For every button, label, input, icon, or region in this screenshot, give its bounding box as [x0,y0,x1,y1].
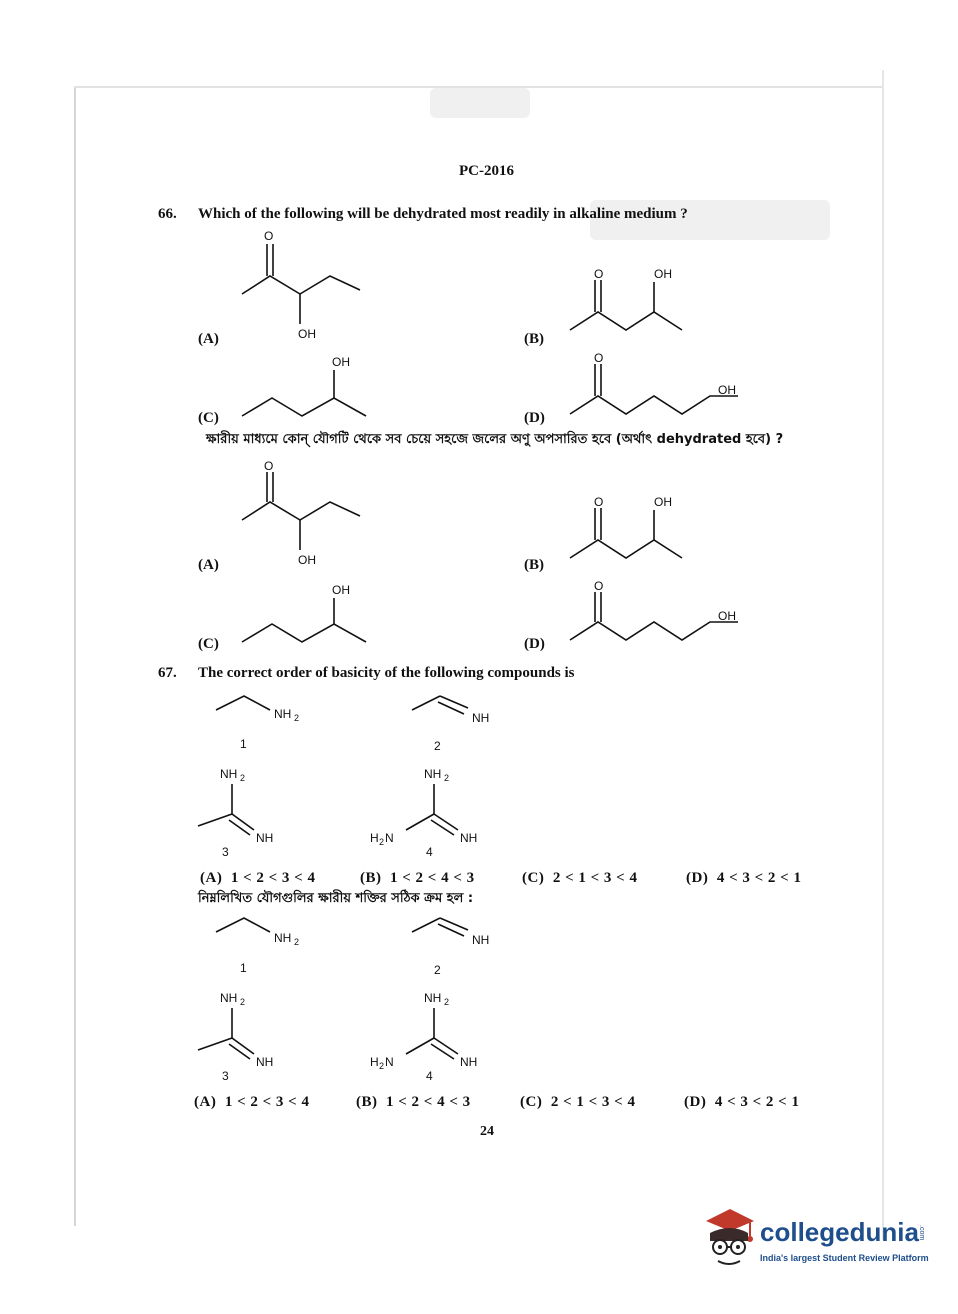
compound-3 [196,764,306,859]
svg-text:OH: OH [298,553,316,567]
svg-text:O: O [594,579,604,593]
svg-text:O: O [264,229,274,243]
svg-text:3: 3 [222,845,229,859]
compound-4-bn [366,988,496,1083]
option-label-d: (D) [524,410,545,426]
compound-1 [214,692,314,752]
page-number: 24 [480,1124,494,1139]
svg-text:2: 2 [240,773,246,783]
answer-option-d[interactable]: (D) 4 < 3 < 2 < 1 [684,1094,800,1110]
svg-text:OH: OH [298,327,316,341]
answer-option-b[interactable]: (B) 1 < 2 < 4 < 3 [360,870,475,886]
svg-text:O: O [594,495,604,509]
svg-text:N: N [385,1055,394,1069]
svg-text:3: 3 [222,1069,229,1083]
question-text-bengali: নিম্নলিখিত যৌগগুলির ক্ষারীয় শক্তির সঠিক ক্রম হল : [198,891,474,906]
logo-wordmark: collegedunia [760,1217,919,1247]
svg-text:NH: NH [460,831,478,845]
compound-3-bn [196,988,306,1083]
answer-option-a[interactable]: (A) 1 < 2 < 3 < 4 [200,870,316,886]
scan-smudge [430,88,530,118]
structure-66d-bn [568,580,748,650]
compound-2-bn [410,914,510,976]
svg-text:NH: NH [256,1055,274,1069]
svg-text:2: 2 [379,1061,385,1071]
structure-66b [568,262,698,337]
svg-text:OH: OH [718,609,736,623]
question-number: 67. [158,665,177,681]
svg-text:H: H [370,1055,379,1069]
option-label-a: (A) [198,557,219,573]
svg-text:N: N [385,831,394,845]
svg-text:4: 4 [426,1069,433,1083]
page-edge-right [882,70,884,1240]
structure-66a [240,228,370,343]
option-label-d: (D) [524,636,545,652]
answer-option-b[interactable]: (B) 1 < 2 < 4 < 3 [356,1094,471,1110]
svg-text:1: 1 [240,737,247,751]
option-label-b: (B) [524,557,544,573]
question-number: 66. [158,206,177,222]
logo-tagline: India's largest Student Review Platform [760,1253,929,1263]
answer-option-d[interactable]: (D) 4 < 3 < 2 < 1 [686,870,802,886]
answer-option-a[interactable]: (A) 1 < 2 < 3 < 4 [194,1094,310,1110]
svg-text:2: 2 [444,997,450,1007]
structure-66a-bn [240,458,370,573]
structure-66c [240,352,375,422]
compound-2 [410,692,510,752]
svg-text:4: 4 [426,845,433,859]
svg-text:2: 2 [379,837,385,847]
structure-66b-bn [568,490,698,565]
svg-text:OH: OH [718,383,736,397]
svg-text:OH: OH [654,267,672,281]
svg-text:NH: NH [274,931,292,945]
svg-text:2: 2 [434,739,441,753]
svg-text:O: O [594,351,604,365]
structure-66d [568,352,748,422]
option-label-c: (C) [198,636,219,652]
svg-text:OH: OH [654,495,672,509]
option-label-c: (C) [198,410,219,426]
svg-text:2: 2 [294,713,300,723]
question-text: Which of the following will be dehydrated most readily in alkaline medium ? [198,206,688,222]
page-edge-left [74,86,76,1226]
compound-4 [366,764,496,859]
svg-text:NH: NH [472,711,490,725]
svg-text:NH: NH [256,831,274,845]
question-text: The correct order of basicity of the following compounds is [198,665,575,681]
mascot-icon [700,1205,758,1275]
svg-text:NH: NH [424,767,442,781]
answer-option-c[interactable]: (C) 2 < 1 < 3 < 4 [520,1094,636,1110]
svg-text:2: 2 [240,997,246,1007]
option-label-a: (A) [198,331,219,347]
svg-text:NH: NH [220,991,238,1005]
svg-text:OH: OH [332,583,350,597]
question-text-bengali: ক্ষারীয় মাধ্যমে কোন্ যৌগটি থেকে সব চেয়ে সহজে জলের অণু অপসারিত হবে (অর্থাৎ dehydrated হবে) ? [206,432,784,447]
svg-text:2: 2 [434,963,441,977]
svg-text:H: H [370,831,379,845]
collegedunia-logo[interactable] [700,1205,930,1275]
svg-text:NH: NH [274,707,292,721]
svg-text:O: O [594,267,604,281]
svg-text:NH: NH [424,991,442,1005]
svg-text:NH: NH [472,933,490,947]
svg-text:NH: NH [220,767,238,781]
compound-1-bn [214,914,314,976]
svg-text:2: 2 [444,773,450,783]
svg-text:OH: OH [332,355,350,369]
paper-code: PC-2016 [459,163,514,179]
svg-text:O: O [264,459,274,473]
svg-text:NH: NH [460,1055,478,1069]
svg-text:2: 2 [294,937,300,947]
logo-domain-suffix: .com [918,1225,925,1241]
option-label-b: (B) [524,331,544,347]
structure-66c-bn [240,580,375,650]
svg-text:1: 1 [240,961,247,975]
answer-option-c[interactable]: (C) 2 < 1 < 3 < 4 [522,870,638,886]
